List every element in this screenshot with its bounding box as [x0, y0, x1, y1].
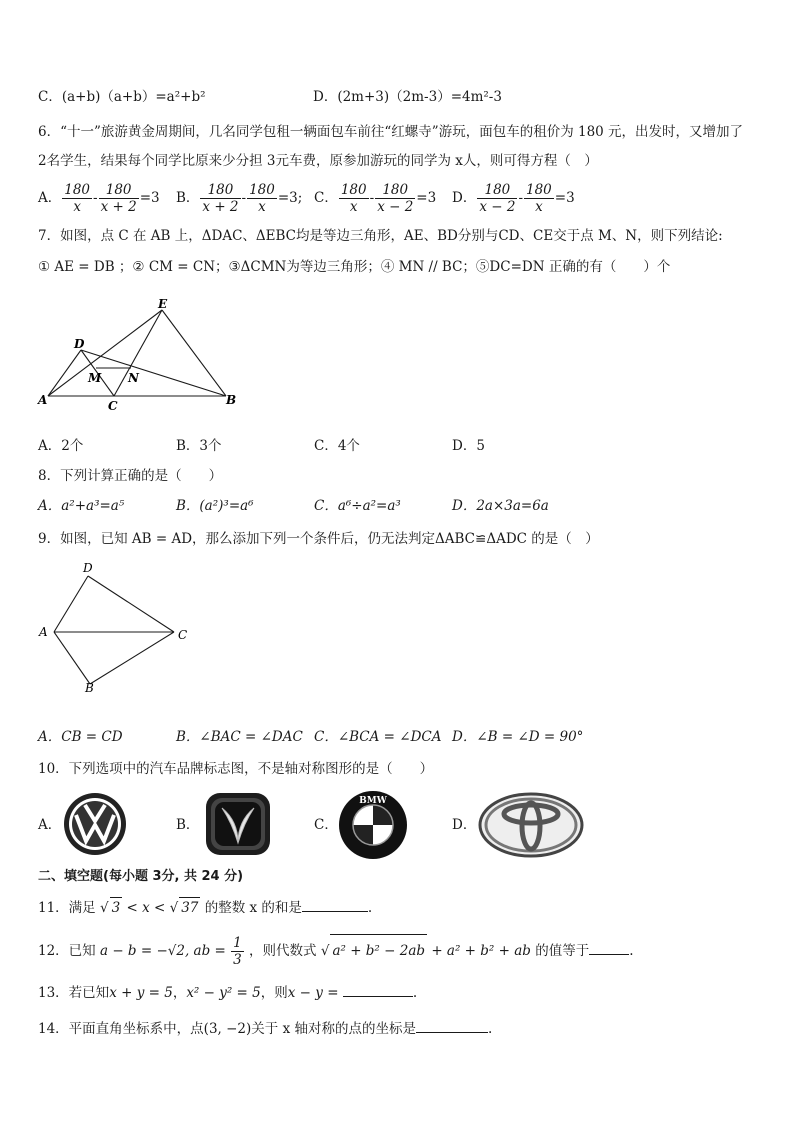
vw-logo-icon	[62, 791, 128, 857]
q6-option-label: A．	[38, 190, 62, 206]
q6-fraction-2	[375, 182, 415, 215]
q12-frac-den: 3	[233, 952, 242, 968]
q6-frac1-den: x − 2	[479, 199, 516, 215]
q9-option-c: C．∠BCA = ∠DCA	[314, 729, 442, 745]
q6-frac1-num: 180	[64, 182, 91, 198]
q12-tail-expr: + a² + b² + ab	[431, 943, 531, 959]
q6-frac2-num: 180	[526, 182, 552, 198]
q9-figure	[36, 560, 196, 692]
q11-radicand-1: 3	[110, 897, 123, 918]
q6-fraction-1	[62, 182, 92, 215]
q12-cond1: a − b = −√2, ab =	[99, 943, 226, 959]
q5-option-c: C．(a+b)（a+b）=a²+b²	[38, 89, 206, 105]
q13-pre: 13．若已知	[38, 985, 110, 1001]
q6-option-tail: =3	[554, 190, 575, 206]
q7-segment-eb	[162, 310, 226, 396]
q6-option-label: D．	[452, 190, 477, 206]
q7-segment-ad	[48, 350, 81, 396]
q9-label-d: D	[83, 561, 93, 575]
q13-eq1: x + y = 5	[109, 985, 173, 1001]
q9-label-a: A	[39, 625, 48, 639]
shield-v-logo-icon	[204, 791, 272, 857]
q6-frac2-num: 180	[249, 182, 275, 198]
q9-segment-dc	[88, 576, 174, 632]
q7-option-c: C．4个	[314, 438, 360, 454]
q8-option-b: B．(a²)³=a⁶	[176, 498, 254, 514]
q6-fraction-1	[477, 182, 517, 215]
q6-frac1-num: 180	[200, 182, 240, 199]
q7-label-e: E	[158, 298, 168, 311]
q11-post: 的整数 x 的和是	[204, 900, 302, 916]
q6-operator: -	[518, 190, 523, 206]
q7-label-c: C	[108, 399, 118, 413]
q6-option-d	[452, 181, 575, 215]
q6-frac2-num: 180	[375, 182, 415, 199]
q14-text: 14．平面直角坐标系中，点(3, −2)关于 x 轴对称的点的坐标是	[38, 1021, 416, 1037]
q12-fraction	[231, 935, 244, 968]
q7-label-a: A	[38, 393, 48, 407]
q6-option-c	[314, 181, 436, 215]
q8-option-a: A．a²+a³=a⁵	[38, 498, 125, 514]
q7-label-m: M	[88, 371, 102, 385]
q7-option-b: B．3个	[176, 438, 222, 454]
q6-frac2-den: x + 2	[100, 199, 137, 215]
q13-answer-blank[interactable]	[343, 982, 413, 997]
q6-option-tail: =3	[139, 190, 160, 206]
q7-line-1: 7．如图，点 C 在 AB 上，ΔDAC、ΔEBC均是等边三角形，AE、BD分别与CD、CE交于点 M、N，则下列结论:	[38, 228, 723, 244]
q7-option-a: A．2个	[38, 438, 84, 454]
q14-answer-blank[interactable]	[416, 1018, 488, 1033]
q6-operator: -	[241, 190, 247, 206]
q7-label-d: D	[74, 337, 85, 351]
q8-title: 8．下列计算正确的是（ ）	[38, 468, 223, 484]
q7-option-d: D．5	[452, 438, 485, 454]
q13-end: .	[412, 985, 418, 1001]
q13-eq2: x² − y² = 5	[186, 985, 261, 1001]
q9-title: 9．如图，已知 AB = AD，那么添加下列一个条件后，仍无法判定ΔABC≌ΔADC 的是（ ）	[38, 531, 599, 547]
q7-label-n: N	[128, 371, 139, 385]
q6-fraction-1	[339, 182, 369, 215]
q10-label-c: C．	[314, 817, 338, 833]
q7-line-2: ① AE = DB ；② CM = CN；③ΔCMN为等边三角形；④ MN // BC；⑤DC=DN 正确的有（ ）个	[38, 259, 671, 275]
q6-option-a	[38, 181, 160, 215]
q10-label-b: B．	[176, 817, 200, 833]
q13-ask: x − y =	[287, 985, 339, 1001]
q6-fraction-2	[99, 182, 139, 215]
q12-end: .	[629, 943, 634, 959]
q6-frac1-num: 180	[477, 182, 517, 199]
q12-radicand: a² + b² − 2ab	[330, 934, 427, 967]
q12-post: 的值等于	[535, 943, 590, 959]
q9-option-a: A．CB = CD	[38, 729, 123, 745]
q14-line	[38, 1018, 492, 1039]
q6-frac1-den: x	[73, 199, 81, 215]
q11-answer-blank[interactable]	[302, 897, 368, 912]
q7-figure	[36, 298, 246, 416]
q13-sep: ，	[172, 985, 187, 1001]
q6-operator: -	[369, 190, 375, 206]
q5-option-d: D．(2m+3)（2m-3）=4m²-3	[313, 89, 502, 105]
q6-option-label: B．	[176, 190, 200, 206]
q13-mid: ，则	[260, 985, 288, 1001]
q11-end: .	[367, 900, 373, 916]
q6-option-b	[176, 181, 302, 215]
q7-segment-db	[81, 350, 226, 396]
q11-line: 11．满足 √ 3 < x < √ 37 的整数 x 的和是 .	[38, 897, 372, 918]
q10-title: 10．下列选项中的汽车品牌标志图，不是轴对称图形的是（ ）	[38, 761, 434, 777]
q13-line	[38, 982, 417, 1003]
q6-fraction-1	[200, 182, 240, 215]
q11-mid: < x <	[126, 900, 166, 916]
q6-frac2-den: x	[258, 199, 266, 215]
q6-line-2: 2名学生，结果每个同学比原来少分担 3元车费，原参加游玩的同学为 x人，则可得方程（ ）	[38, 153, 598, 169]
q9-label-c: C	[178, 628, 188, 642]
q9-option-d: D．∠B = ∠D = 90°	[452, 729, 584, 745]
q6-frac1-den: x	[349, 199, 358, 215]
q8-option-d: D．2a×3a=6a	[452, 498, 549, 514]
q14-end: .	[487, 1021, 493, 1037]
q6-fraction-2	[247, 182, 277, 215]
q11-radicand-2: 37	[179, 897, 200, 918]
toyota-logo-icon	[478, 792, 584, 858]
q9-segment-ad	[54, 576, 88, 632]
bmw-logo-icon	[338, 790, 408, 860]
q7-label-b: B	[226, 393, 237, 407]
q12-frac-num: 1	[233, 935, 242, 951]
q9-segment-ab	[54, 632, 90, 684]
q9-segment-bc	[90, 632, 174, 684]
q8-option-c: C．a⁶÷a²=a³	[314, 498, 401, 514]
q12-answer-blank[interactable]	[589, 940, 629, 955]
q6-line-1: 6．“十一”旅游黄金周期间，几名同学包租一辆面包车前往“红螺寺”游玩，面包车的租价为 180 元，出发时，又增加了	[38, 124, 744, 140]
section-2-title: 二、填空题(每小题 3分, 共 24 分)	[38, 869, 244, 884]
q6-fraction-2	[524, 182, 554, 215]
q12-line: 12．已知 a − b = −√2, ab = $\frac{1}{3}$ ，则代数式 √ a² + b² − 2ab + a² + b² + ab 的值等于 .	[38, 935, 634, 968]
q6-operator: -	[93, 190, 98, 206]
q12-pre: 12．已知	[38, 943, 96, 959]
q9-label-b: B	[85, 681, 94, 692]
bmw-logo-text: BMW	[359, 796, 387, 806]
q6-option-tail: =3	[416, 190, 437, 206]
q6-option-label: C．	[314, 190, 338, 206]
q6-frac2-den: x − 2	[377, 199, 414, 215]
q6-frac1-num: 180	[340, 182, 367, 198]
q11-pre: 11．满足	[38, 900, 96, 916]
q6-option-tail: =3;	[277, 190, 303, 206]
q6-frac2-num: 180	[99, 182, 139, 199]
q9-option-b: B．∠BAC = ∠DAC	[176, 729, 303, 745]
q12-mid: ，则代数式	[249, 943, 317, 959]
q10-label-d: D．	[452, 817, 477, 833]
q6-frac1-den: x + 2	[202, 199, 239, 215]
q10-label-a: A．	[38, 817, 62, 833]
q6-frac2-den: x	[535, 199, 543, 215]
